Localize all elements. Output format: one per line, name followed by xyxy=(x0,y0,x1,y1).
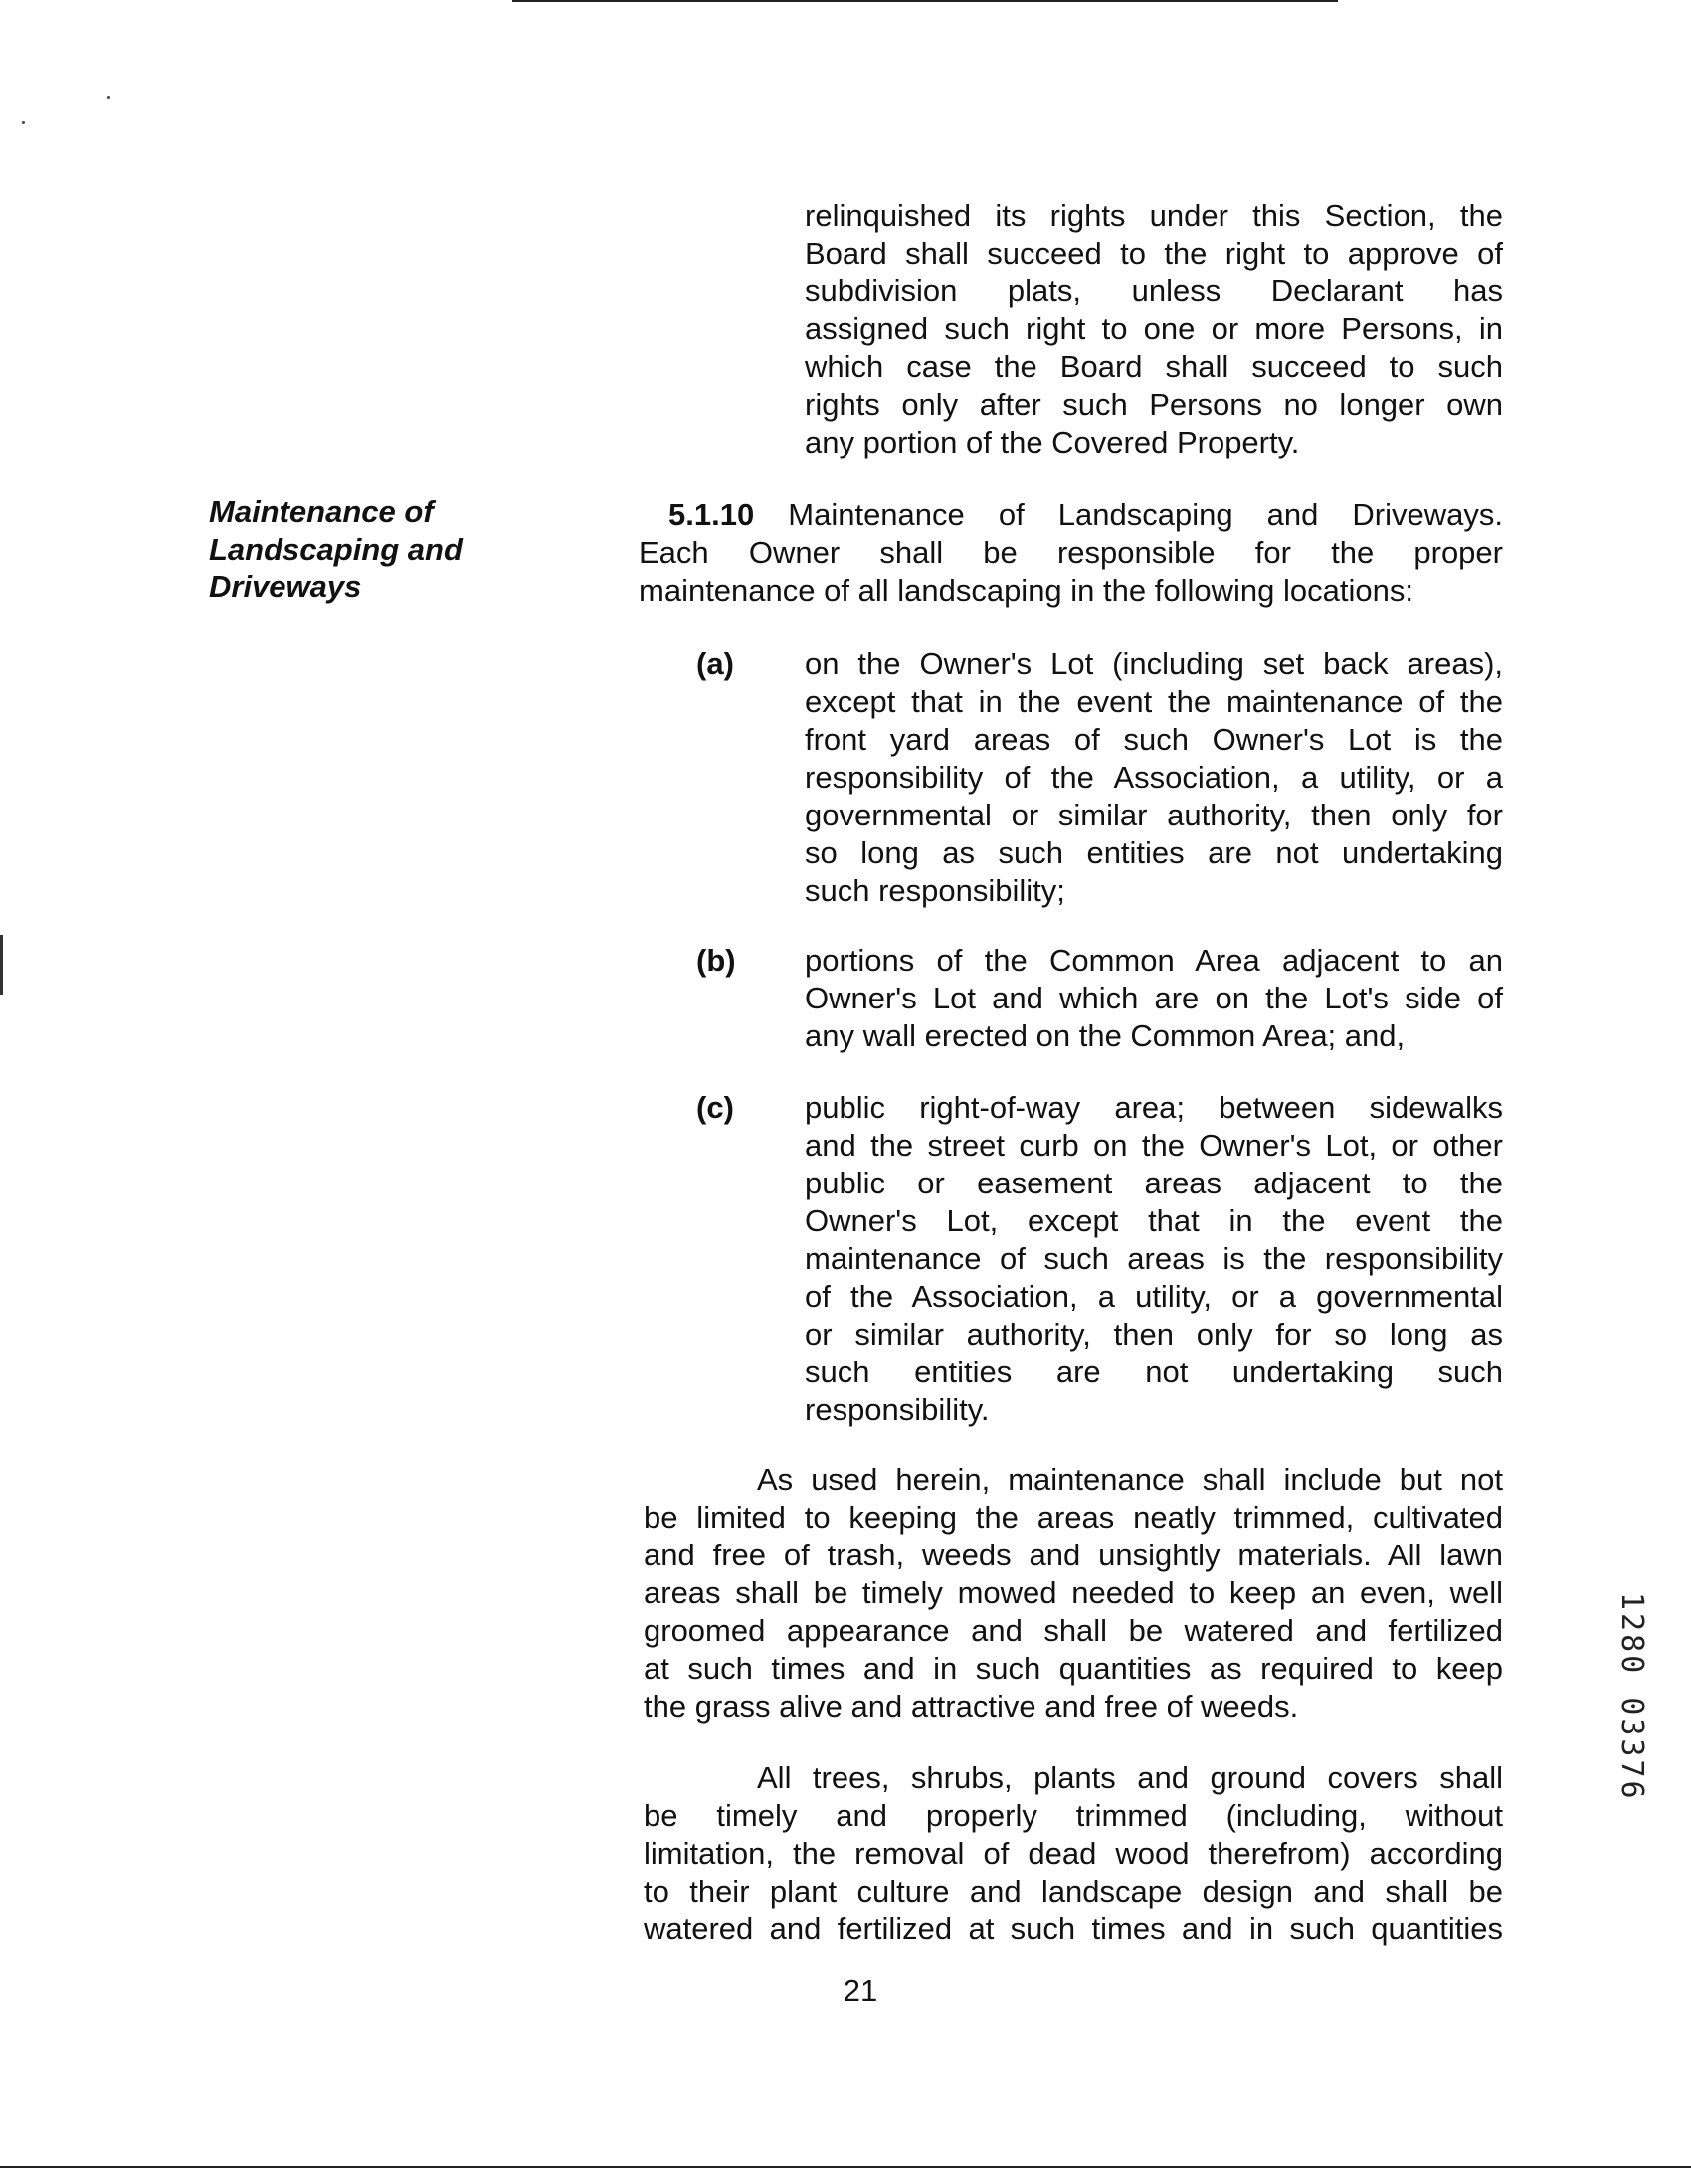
text-line: any portion of the Covered Property. xyxy=(805,425,1300,459)
section-number: 5.1.10 xyxy=(668,497,755,532)
page-number: 21 xyxy=(843,1973,878,2008)
text-line: and the street curb on the Owner's Lot, or other xyxy=(805,1128,1503,1163)
text-line: public right-of-way area; between sidewalks xyxy=(805,1090,1503,1125)
text-line: governmental or similar authority, then only for xyxy=(805,798,1503,832)
text-line: Each Owner shall be responsible for the proper xyxy=(639,535,1503,570)
list-item-body xyxy=(805,1089,1503,1429)
text-line: areas shall be timely mowed needed to keep an even, well xyxy=(644,1575,1503,1610)
list-item-label: (b) xyxy=(696,943,736,978)
text-line: of the Association, a utility, or a governmental xyxy=(805,1279,1503,1314)
section-5-1-10 xyxy=(639,496,1503,610)
continuation-paragraph xyxy=(805,197,1503,461)
text-line: All trees, shrubs, plants and ground covers shall xyxy=(757,1760,1503,1795)
text-line: which case the Board shall succeed to such xyxy=(805,349,1503,384)
section-heading-line xyxy=(639,496,1503,534)
bates-number: 1280 03376 xyxy=(1614,1592,1649,1802)
text-line: on the Owner's Lot (including set back areas), xyxy=(805,646,1503,681)
text-line: maintenance of such areas is the responsibility xyxy=(805,1241,1503,1276)
list-item-body xyxy=(805,645,1503,910)
list-item-body xyxy=(805,942,1503,1055)
text-line: groomed appearance and shall be watered and fertilized xyxy=(644,1613,1503,1648)
text-line: limitation, the removal of dead wood therefrom) according xyxy=(644,1836,1503,1871)
margin-heading-line: Driveways xyxy=(209,569,362,604)
text-line: the grass alive and attractive and free of weeds. xyxy=(644,1689,1299,1724)
text-line: relinquished its rights under this Section, the xyxy=(805,198,1503,233)
text-line: portions of the Common Area adjacent to an xyxy=(805,943,1503,978)
top-rule xyxy=(512,0,1338,2)
scan-speck xyxy=(22,121,25,124)
text-line: such responsibility; xyxy=(805,873,1065,908)
text-line: As used herein, maintenance shall include but not xyxy=(757,1462,1503,1497)
text-line: so long as such entities are not undertaking xyxy=(805,835,1503,870)
scan-edge-mark xyxy=(0,935,3,995)
text-line: Owner's Lot, except that in the event the xyxy=(805,1203,1503,1238)
text-line: at such times and in such quantities as required to keep xyxy=(644,1651,1503,1686)
text-line: watered and fertilized at such times and in such quantities xyxy=(644,1911,1503,1946)
text-line: except that in the event the maintenance of the xyxy=(805,684,1503,719)
bottom-rule xyxy=(0,2166,1691,2168)
text-line: public or easement areas adjacent to the xyxy=(805,1166,1503,1200)
text-line: responsibility. xyxy=(805,1392,990,1427)
text-line: to their plant culture and landscape design and shall be xyxy=(644,1874,1503,1909)
text-line: any wall erected on the Common Area; and, xyxy=(805,1018,1406,1053)
text-line: such entities are not undertaking such xyxy=(805,1355,1503,1389)
text-line: assigned such right to one or more Persons, in xyxy=(805,311,1503,346)
list-item-label: (a) xyxy=(696,646,734,681)
margin-heading-line: Maintenance of xyxy=(209,494,434,529)
list-item-label: (c) xyxy=(696,1090,734,1125)
text-line: Board shall succeed to the right to approve of xyxy=(805,236,1503,271)
paragraph-trees-shrubs xyxy=(644,1759,1503,1948)
text-line: be limited to keeping the areas neatly trimmed, cultivated xyxy=(644,1500,1503,1535)
text-line: be timely and properly trimmed (including, without xyxy=(644,1798,1503,1833)
paragraph-maintenance-definition xyxy=(644,1461,1503,1726)
text-line: subdivision plats, unless Declarant has xyxy=(805,273,1503,308)
scan-speck xyxy=(107,96,110,99)
text-line: responsibility of the Association, a utility, or a xyxy=(805,760,1503,795)
margin-heading xyxy=(209,493,507,606)
margin-heading-line: Landscaping and xyxy=(209,531,463,567)
text-line: or similar authority, then only for so long as xyxy=(805,1317,1503,1352)
text-line: maintenance of all landscaping in the following locations: xyxy=(639,573,1413,608)
text-line: Owner's Lot and which are on the Lot's side of xyxy=(805,981,1503,1015)
text-line: rights only after such Persons no longer own xyxy=(805,387,1503,422)
text-line: front yard areas of such Owner's Lot is the xyxy=(805,722,1503,757)
section-title: Maintenance of Landscaping and Driveways. xyxy=(754,497,1503,532)
text-line: and free of trash, weeds and unsightly materials. All lawn xyxy=(644,1538,1503,1572)
